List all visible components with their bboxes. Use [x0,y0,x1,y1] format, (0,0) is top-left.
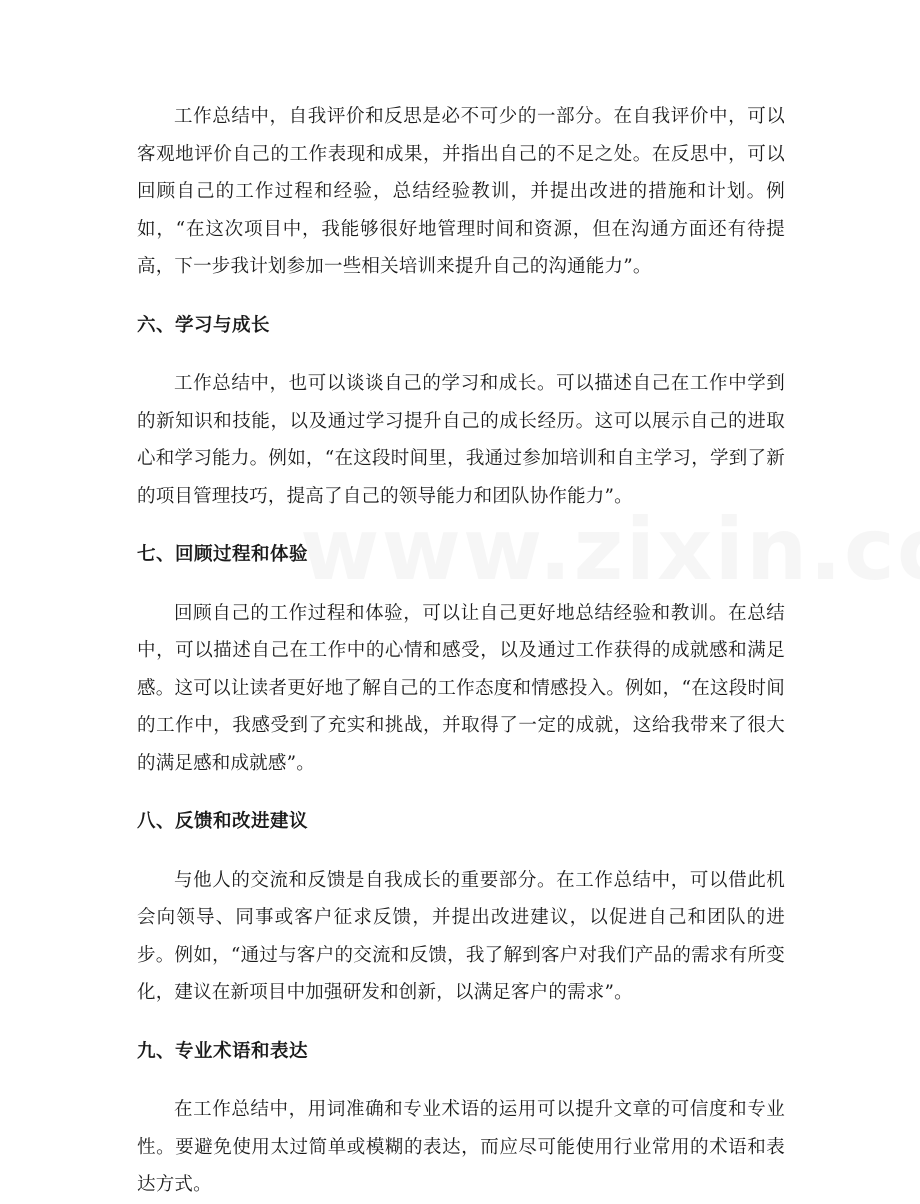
section-9-paragraph: 在工作总结中，用词准确和专业术语的运用可以提升文章的可信度和专业性。要避免使用太过简单或模糊的表达，而应尽可能使用行业常用的术语和表达方式。 [137,1099,785,1195]
section-9-heading: 九、专业术语和表达 [137,1040,309,1062]
section-6-paragraph: 工作总结中，也可以谈谈自己的学习和成长。可以描述自己在工作中学到的新知识和技能，以及通过学习提升自己的成长经历。这可以展示自己的进取心和学习能力。例如，“在这段时间里，我通过参加培训和自主学习，学到了新的项目管理技巧，提高了自己的领导能力和团队协作能力”。 [137,373,785,507]
section-7-heading: 七、回顾过程和体验 [137,544,309,565]
section-7-paragraph: 回顾自己的工作过程和体验，可以让自己更好地总结经验和教训。在总结中，可以描述自己在工作中的心情和感受，以及通过工作获得的成就感和满足感。这可以让读者更好地了解自己的工作态度和情感投入。例如，“在这段时间的工作中，我感受到了充实和挑战，并取得了一定的成就，这给我带来了很大的满足感和成就感”。 [137,602,785,774]
intro-paragraph: 工作总结中，自我评价和反思是必不可少的一部分。在自我评价中，可以客观地评价自己的工作表现和成果，并指出自己的不足之处。在反思中，可以回顾自己的工作过程和经验，总结经验教训，并提出改进的措施和计划。例如，“在这次项目中，我能够很好地管理时间和资源，但在沟通方面还有待提高，下一步我计划参加一些相关培训来提升自己的沟通能力”。 [137,106,785,277]
section-8-heading: 八、反馈和改进建议 [137,811,309,832]
document-page [137,98,785,1204]
section-8-paragraph: 与他人的交流和反馈是自我成长的重要部分。在工作总结中，可以借此机会向领导、同事或客户征求反馈，并提出改进建议，以促进自己和团队的进步。例如，“通过与客户的交流和反馈，我了解到客户对我们产品的需求有所变化，建议在新项目中加强研发和创新，以满足客户的需求”。 [137,869,785,1003]
section-6-heading: 六、学习与成长 [137,314,271,336]
